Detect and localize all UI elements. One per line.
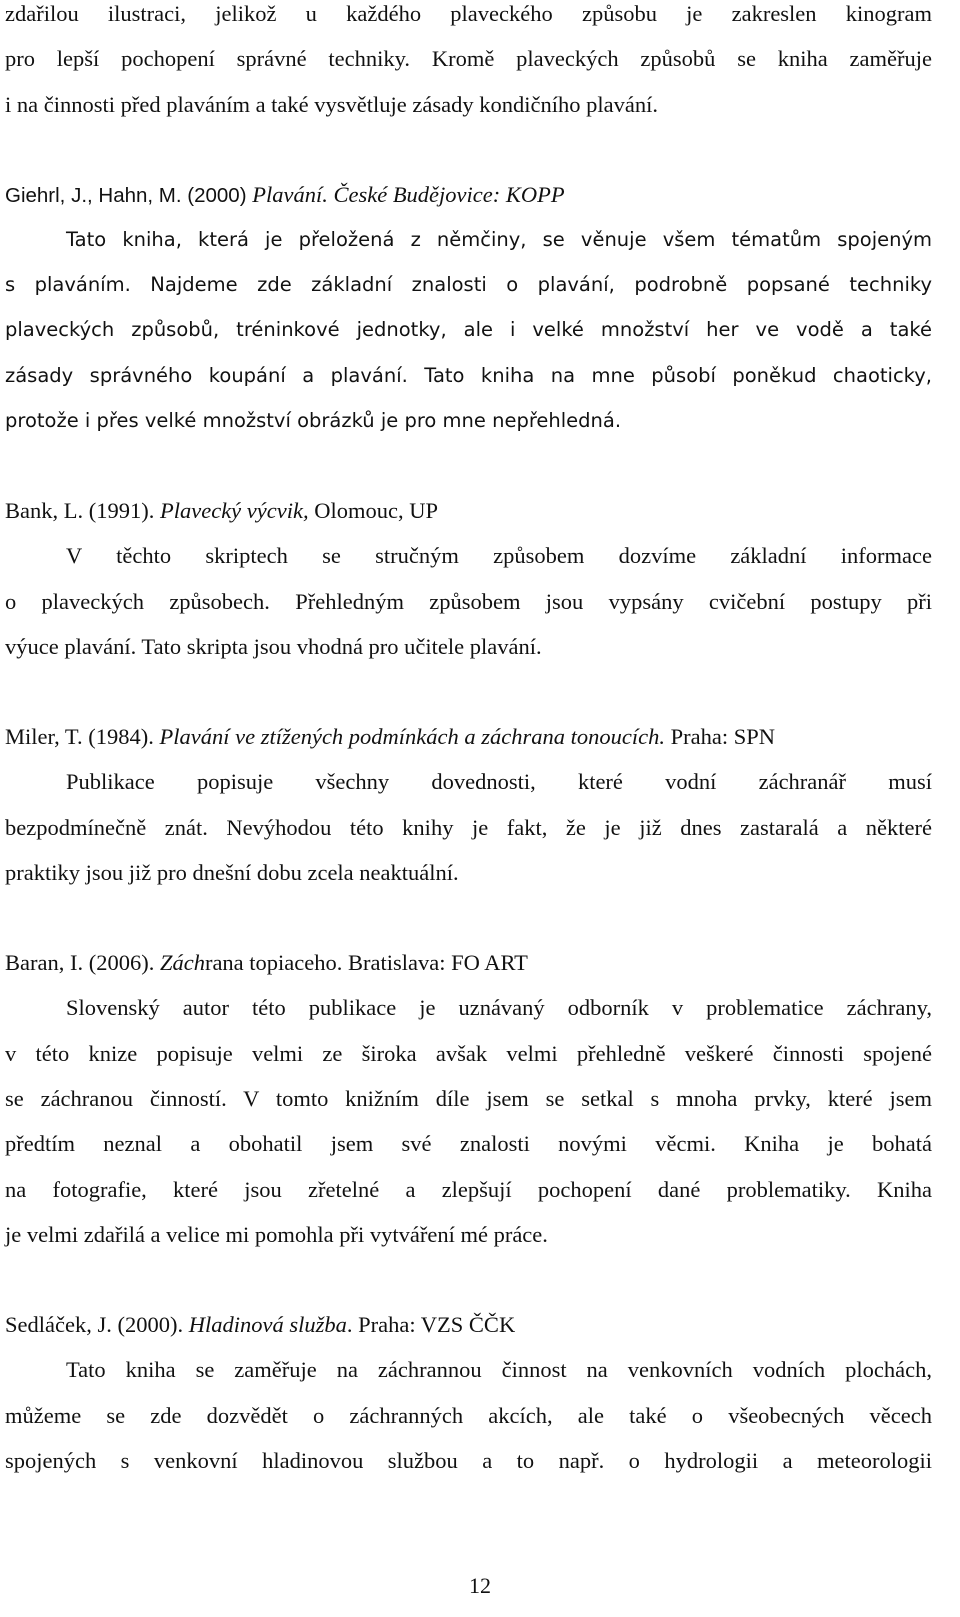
text-line: i na činnosti před plaváním a také vysvětluje zásady kondičního plavání. [5,92,658,117]
text-line: výuce plavání. Tato skripta jsou vhodná pro učitele plavání. [5,634,542,659]
text-line: bezpodmínečně znát. Nevýhodou této knihy je fakt, že je již dnes zastaralá a některé [5,815,932,840]
citation-publisher: . Praha: VZS ČČK [346,1312,516,1337]
reference-citation [5,182,932,209]
citation-title: Plavecký výcvik, [159,498,309,523]
text-line: zdařilou ilustraci, jelikož u každého plaveckého způsobu je zakreslen kinogram [5,1,932,26]
page-number: 12 [469,1573,491,1598]
text-line: plaveckých způsobů, tréninkové jednotky, ale i velké množství her ve vodě a také [5,318,932,341]
text-line: V těchto skriptech se stručným způsobem dozvíme základní informace [66,543,932,568]
text-line: v této knize popisuje velmi ze široka avšak velmi přehledně veškeré činnosti spojené [5,1041,932,1066]
citation-authors: Bank, L. (1991). [5,498,160,523]
text-line: Publikace popisuje všechny dovednosti, které vodní záchranář musí [66,769,932,794]
reference-citation [5,724,932,750]
citation-authors: Miler, T. (1984). [5,724,160,749]
text-line: s plaváním. Najdeme zde základní znalosti o plavání, podrobně popsané techniky [5,273,932,296]
text-line: o plaveckých způsobech. Přehledným způsobem jsou vypsány cvičební postupy při [5,589,932,614]
citation-publisher: Praha: SPN [665,724,776,749]
text-line: Tato kniha, která je přeložená z němčiny, se věnuje všem tématům spojeným [66,228,932,251]
text-line: spojených s venkovní hladinovou službou a to např. o hydrologii a meteorologii [5,1448,932,1473]
text-line: zásady správného koupání a plavání. Tato kniha na mne působí poněkud chaoticky, [5,364,932,387]
citation-publisher: Olomouc, UP [308,498,438,523]
text-line: protože i přes velké množství obrázků je pro mne nepřehledná. [5,409,622,432]
text-line: předtím neznal a obohatil jsem své znalosti novými věcmi. Kniha je bohatá [5,1131,932,1156]
citation-authors: Sedláček, J. (2000). [5,1312,189,1337]
reference-citation [5,498,932,524]
text-line: se záchranou činností. V tomto knižním díle jsem se setkal s mnoha prvky, které jsem [5,1086,932,1111]
citation-publisher: rana topiaceho. Bratislava: FO ART [204,950,528,975]
citation-title: Plavání. České Budějovice: KOPP [252,182,565,207]
text-line: pro lepší pochopení správné techniky. Kromě plaveckých způsobů se kniha zaměřuje [5,46,932,71]
reference-citation [5,950,932,976]
reference-citation [5,1312,932,1338]
text-line: Slovenský autor této publikace je uznávaný odborník v problematice záchrany, [66,995,932,1020]
text-line: je velmi zdařilá a velice mi pomohla při vytváření mé práce. [5,1222,548,1247]
citation-title: Plavání ve ztížených podmínkách a záchrana tonoucích. [159,724,666,749]
text-line: Tato kniha se zaměřuje na záchrannou činnost na venkovních vodních plochách, [66,1357,932,1382]
text-line: můžeme se zde dozvědět o záchranných akcích, ale také o všeobecných věcech [5,1403,932,1428]
citation-title: Zách [159,950,205,975]
text-line: praktiky jsou již pro dnešní dobu zcela neaktuální. [5,860,459,885]
text-line: na fotografie, které jsou zřetelné a zlepšují pochopení dané problematiky. Kniha [5,1177,932,1202]
citation-title: Hladinová služba [188,1312,347,1337]
citation-authors: Baran, I. (2006). [5,950,160,975]
citation-authors: Giehrl, J., Hahn, M. (2000) [5,184,253,207]
